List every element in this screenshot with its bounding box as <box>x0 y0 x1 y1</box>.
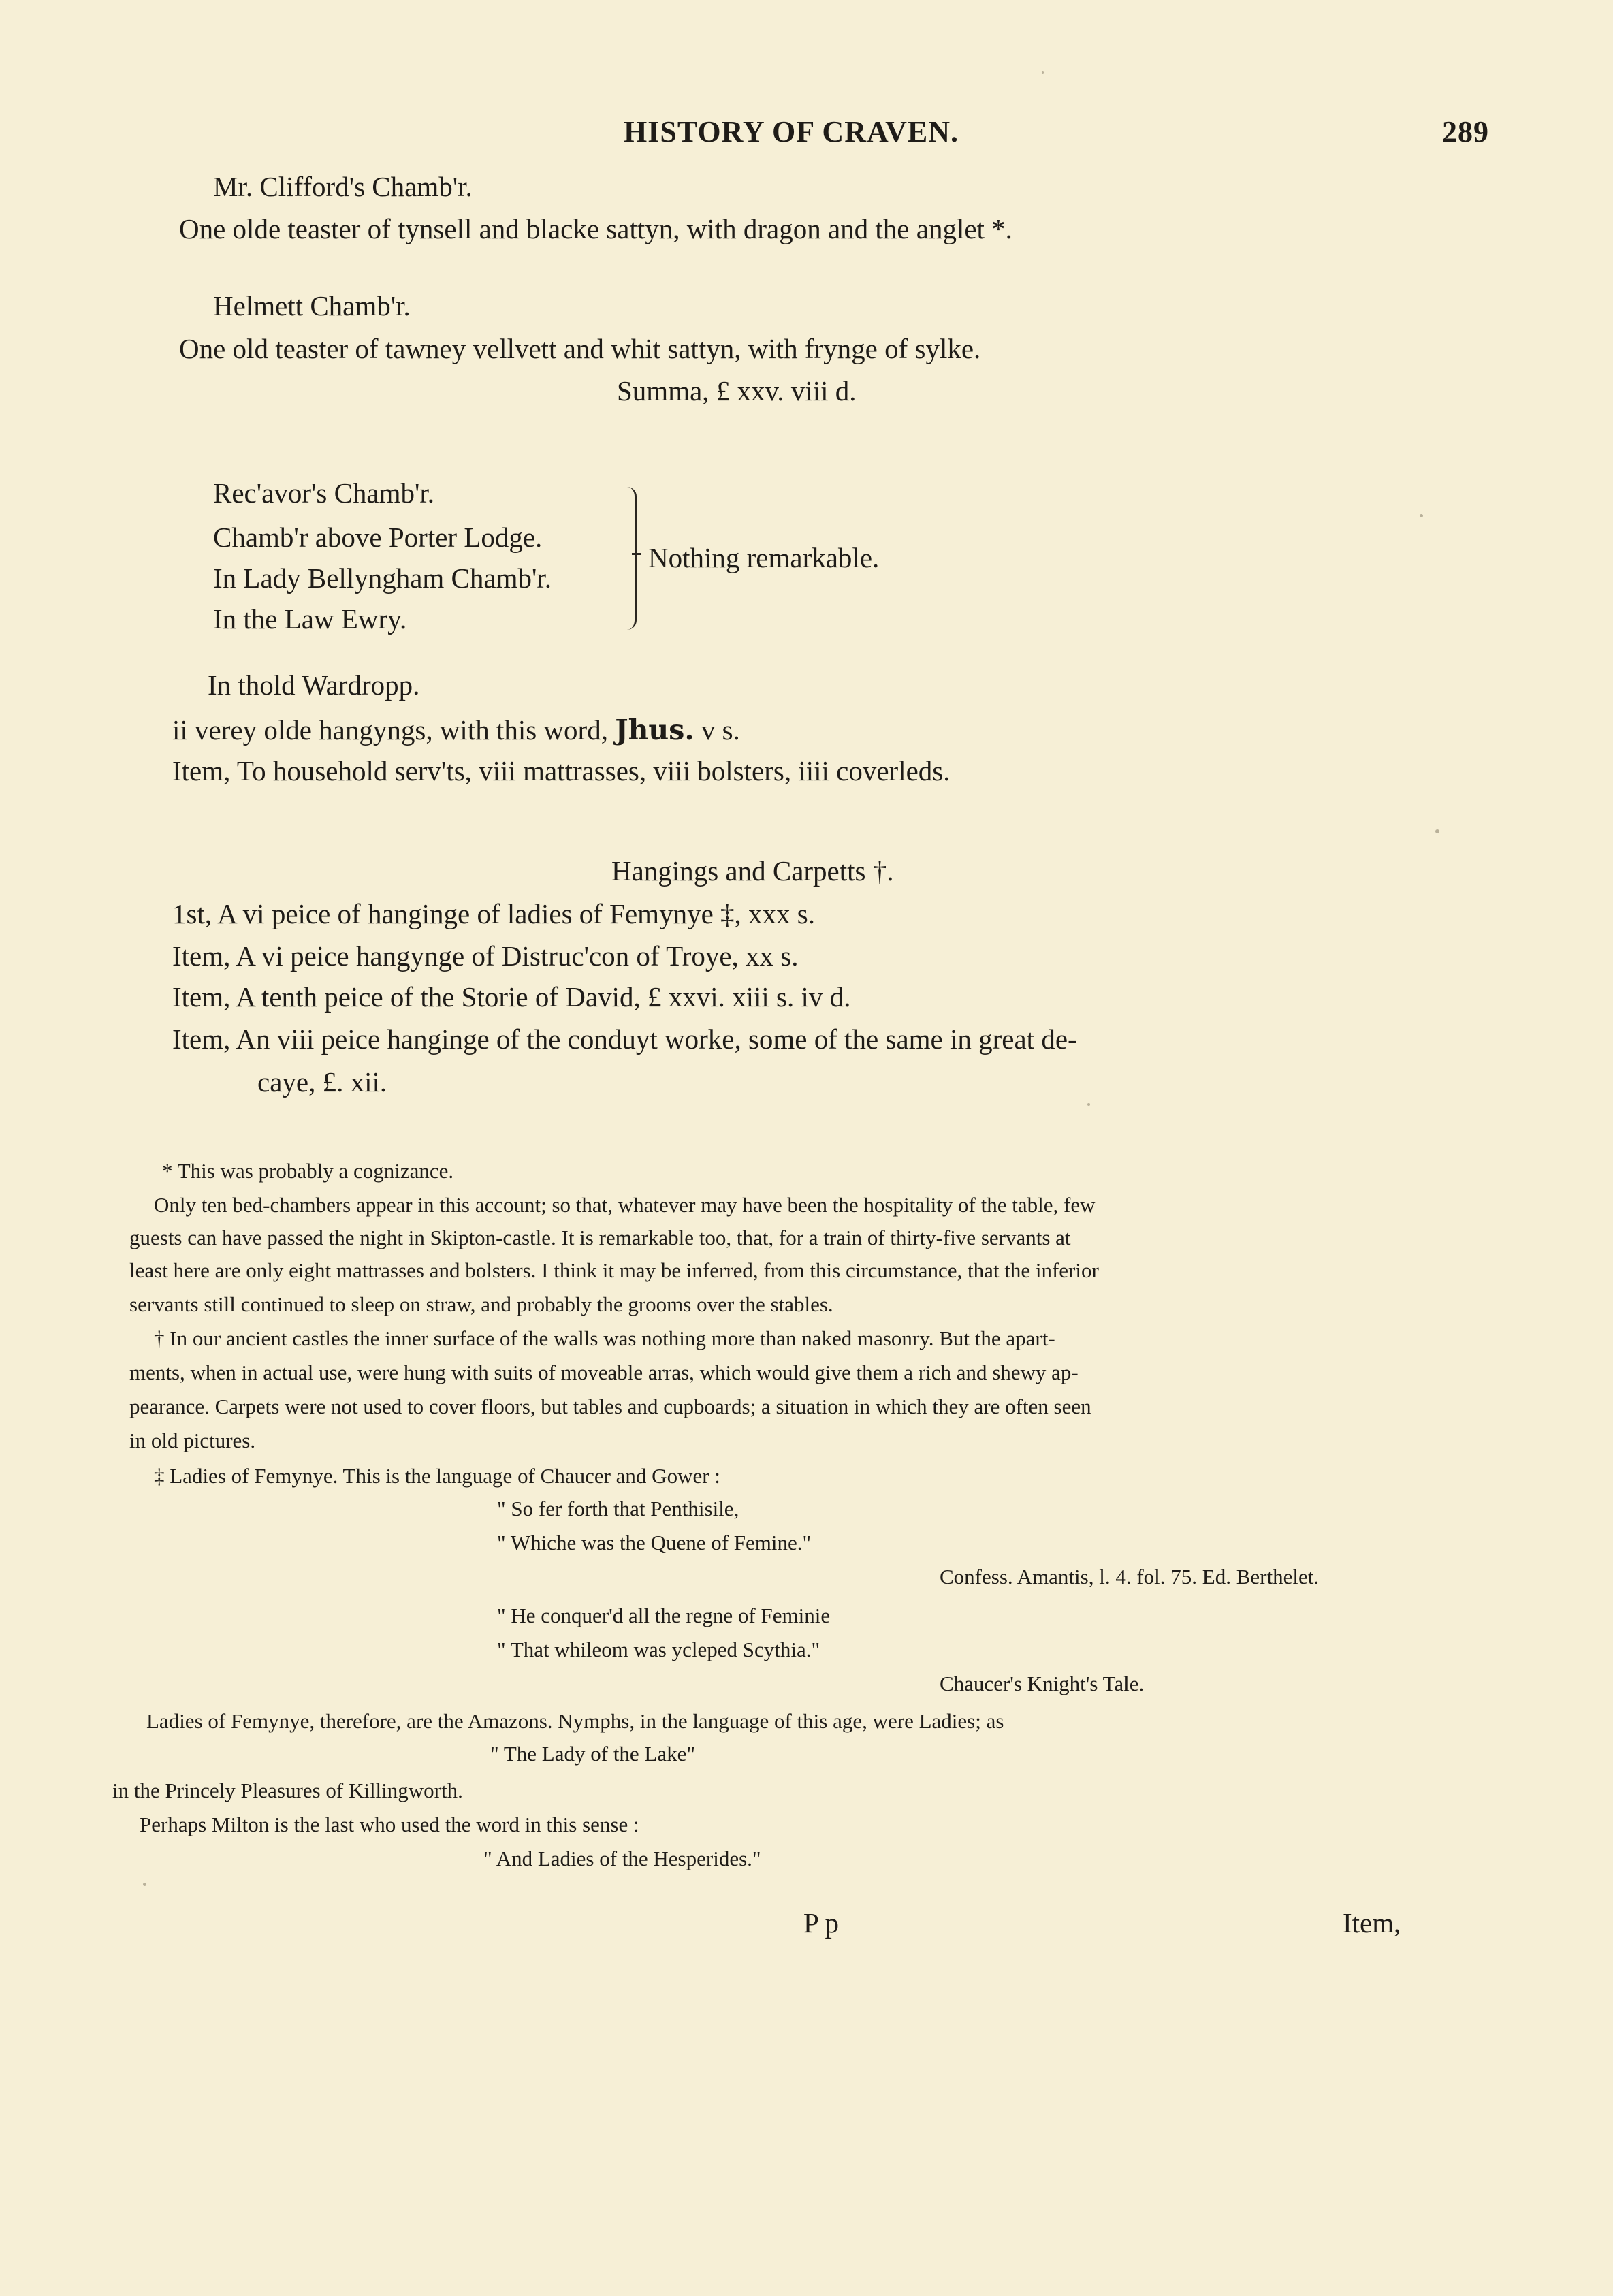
footnote-line: ‡ Ladies of Femynye. This is the language of Chaucer and Gower : <box>154 1464 720 1488</box>
catchword: Item, <box>1343 1907 1401 1939</box>
room-heading: In Lady Bellyngham Chamb'r. <box>213 562 552 594</box>
text-line: One olde teaster of tynsell and blacke sattyn, with dragon and the anglet *. <box>179 213 1012 244</box>
section-heading: Hangings and Carpetts †. <box>611 855 894 887</box>
text-line: 1st, A vi peice of hanginge of ladies of Femynye ‡, xxx s. <box>172 898 815 929</box>
room-heading: In thold Wardropp. <box>208 669 420 701</box>
room-heading: Rec'avor's Chamb'r. <box>213 477 435 509</box>
room-heading: In the Law Ewry. <box>213 603 407 635</box>
room-heading: Chamb'r above Porter Lodge. <box>213 522 543 553</box>
text-line <box>172 714 740 746</box>
grouping-brace-tip <box>632 553 641 555</box>
text-fragment: v s. <box>701 714 740 746</box>
text-line: Item, To household serv'ts, viii mattrasses, viii bolsters, iiii coverleds. <box>172 755 951 786</box>
paper-speck <box>1087 1103 1090 1106</box>
signature-mark: P p <box>803 1907 840 1939</box>
verse-line: " He conquer'd all the regne of Feminie <box>497 1604 831 1627</box>
verse-line: " The Lady of the Lake" <box>490 1742 696 1766</box>
footnote-line: servants still continued to sleep on straw, and probably the grooms over the stables. <box>129 1292 833 1316</box>
footnote-line: Perhaps Milton is the last who used the word in this sense : <box>140 1813 639 1836</box>
footnote-line: least here are only eight mattrasses and bolsters. I think it may be inferred, from this circumstance, that the inferior <box>129 1258 1099 1282</box>
text-line: Item, An viii peice hanginge of the conduyt worke, some of the same in great de- <box>172 1023 1077 1055</box>
verse-line: " Whiche was the Quene of Femine." <box>497 1531 812 1554</box>
paper-speck <box>1042 71 1044 74</box>
room-heading: Helmett Chamb'r. <box>213 290 411 321</box>
blackletter-word: Jhus. <box>615 714 694 746</box>
paper-speck <box>1435 829 1439 833</box>
room-heading: Mr. Clifford's Chamb'r. <box>213 171 473 202</box>
footnote-line: pearance. Carpets were not used to cover floors, but tables and cupboards; a situation in which they are often seen <box>129 1394 1091 1418</box>
footnote-line: Only ten bed-chambers appear in this account; so that, whatever may have been the hospitality of the table, few <box>154 1193 1096 1217</box>
footnote-line: * This was probably a cognizance. <box>162 1159 454 1183</box>
footnote-line: guests can have passed the night in Skipton-castle. It is remarkable too, that, for a train of thirty-five servants at <box>129 1226 1071 1249</box>
footnote-line: in old pictures. <box>129 1429 256 1452</box>
footnote-line: ments, when in actual use, were hung with suits of moveable arras, which would give them a rich and shewy ap- <box>129 1360 1079 1384</box>
grouping-brace <box>620 487 637 630</box>
text-fragment: ii verey olde hangyngs, with this word, <box>172 714 608 746</box>
verse-line: " And Ladies of the Hesperides." <box>483 1847 761 1870</box>
text-line: caye, £. xii. <box>257 1066 387 1098</box>
brace-note: Nothing remarkable. <box>648 542 880 573</box>
verse-line: " So fer forth that Penthisile, <box>497 1497 739 1520</box>
citation-line: Chaucer's Knight's Tale. <box>940 1672 1145 1695</box>
text-line: Item, A tenth peice of the Storie of David, £ xxvi. xiii s. iv d. <box>172 981 851 1013</box>
page-number: 289 <box>1442 115 1489 148</box>
citation-line: Confess. Amantis, l. 4. fol. 75. Ed. Berthelet. <box>940 1565 1320 1589</box>
text-line: One old teaster of tawney vellvett and whit sattyn, with frynge of sylke. <box>179 333 981 364</box>
paper-speck <box>143 1883 146 1886</box>
footnote-line: in the Princely Pleasures of Killingworth. <box>112 1779 463 1802</box>
text-line: Item, A vi peice hangynge of Distruc'con of Troye, xx s. <box>172 940 799 972</box>
page-title: HISTORY OF CRAVEN. <box>624 115 959 148</box>
footnote-line: † In our ancient castles the inner surface of the walls was nothing more than naked masonry. But the apart- <box>154 1326 1055 1350</box>
verse-line: " That whileom was ycleped Scythia." <box>497 1638 820 1661</box>
summa-line: Summa, £ xxv. viii d. <box>617 375 857 406</box>
footnote-line: Ladies of Femynye, therefore, are the Amazons. Nymphs, in the language of this age, were Ladies; as <box>146 1709 1004 1733</box>
paper-speck <box>1420 514 1423 517</box>
